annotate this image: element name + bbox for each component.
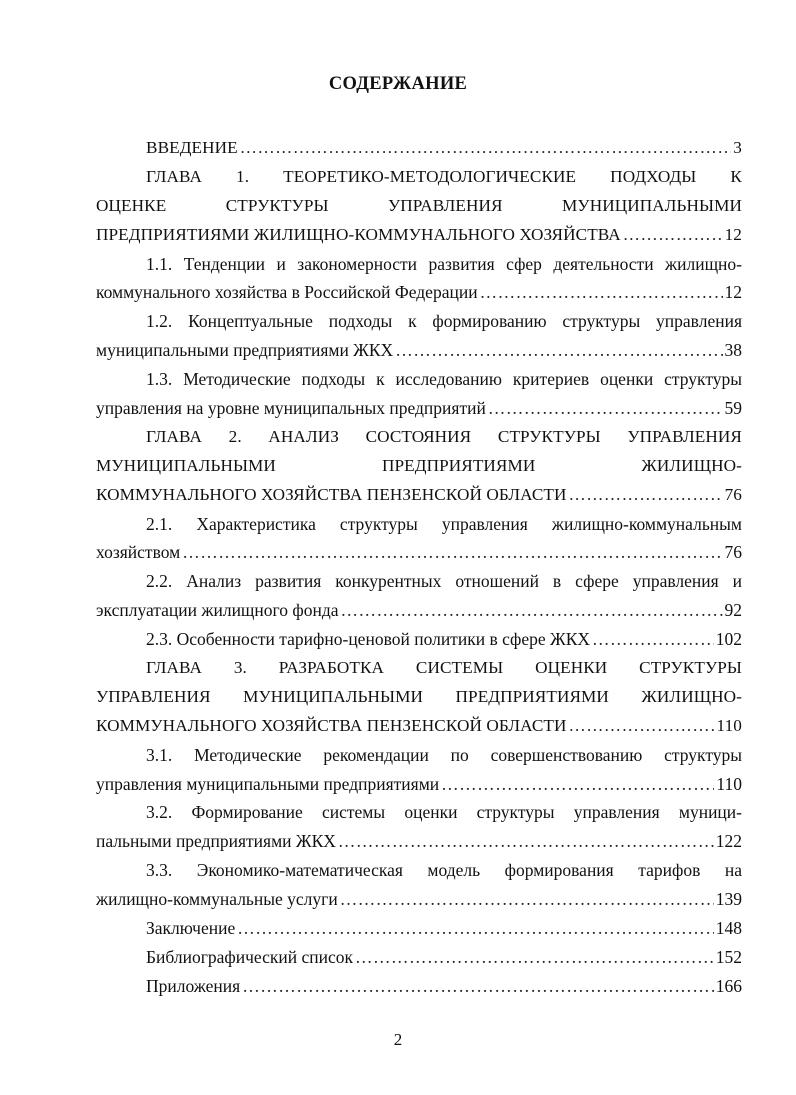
toc-line — [96, 741, 742, 770]
dot-leader — [240, 134, 732, 163]
dot-leader — [480, 278, 723, 307]
toc-entry-text: ОЦЕНКЕ СТРУКТУРЫ УПРАВЛЕНИЯ МУНИЦИПАЛЬНЫМИ — [96, 195, 742, 215]
toc-entry-text: жилищно-коммунальные услуги — [96, 889, 338, 910]
toc-line — [96, 192, 742, 221]
toc-page-number: 122 — [715, 831, 742, 852]
toc-entry-text: пальными предприятиями ЖКХ — [96, 831, 336, 852]
dot-leader — [569, 712, 715, 741]
toc-page-number: 3 — [733, 138, 742, 157]
dot-leader — [341, 596, 723, 625]
toc-page-number: 152 — [715, 946, 742, 967]
toc-page-number: 12 — [724, 224, 742, 244]
toc-entry[interactable] — [96, 250, 742, 308]
toc-line — [96, 712, 742, 741]
toc-line — [96, 885, 742, 914]
toc-entry-text: 3.3. Экономико-математическая модель формирования тарифов на — [146, 860, 742, 881]
toc-entry[interactable] — [96, 856, 742, 914]
toc-entry-text: управления муниципальными предприятиями — [96, 773, 440, 794]
dot-leader — [395, 336, 722, 365]
page-number: 2 — [393, 1030, 403, 1049]
toc-entry[interactable] — [96, 163, 742, 250]
toc-line — [96, 856, 742, 885]
toc-entry-text: ГЛАВА 2. АНАЛИЗ СОСТОЯНИЯ СТРУКТУРЫ УПРАВЛЕНИЯ — [146, 426, 742, 446]
dot-leader — [488, 394, 723, 423]
toc-line — [96, 798, 742, 827]
dot-leader — [569, 481, 723, 510]
toc-entry-text: 1.3. Методические подходы к исследованию критериев оценки структуры — [146, 369, 742, 390]
toc-entry-text: 2.1. Характеристика структуры управления жилищно-коммунальным — [146, 513, 742, 534]
toc-entry[interactable] — [96, 423, 742, 510]
toc-entry[interactable] — [96, 567, 742, 625]
toc-entry-text: 3.1. Методические рекомендации по совершенствованию структуры — [146, 744, 742, 765]
toc-entry[interactable] — [96, 972, 742, 1001]
toc-line — [96, 163, 742, 192]
dot-leader — [242, 972, 714, 1001]
toc-entry-text: УПРАВЛЕНИЯ МУНИЦИПАЛЬНЫМИ ПРЕДПРИЯТИЯМИ ЖИЛИЩНО- — [96, 686, 742, 706]
toc-page-number: 166 — [715, 975, 742, 996]
toc-page-number: 148 — [715, 918, 742, 939]
dot-leader — [592, 625, 714, 654]
toc-entry-text: МУНИЦИПАЛЬНЫМИ ПРЕДПРИЯТИЯМИ ЖИЛИЩНО- — [96, 455, 742, 475]
toc-entry-text: ПРЕДПРИЯТИЯМИ ЖИЛИЩНО-КОММУНАЛЬНОГО ХОЗЯЙСТВА — [96, 224, 621, 244]
toc-page-number: 102 — [715, 629, 742, 650]
dot-leader — [338, 827, 714, 856]
toc-entry[interactable] — [96, 654, 742, 741]
toc-entry-text: ГЛАВА 1. ТЕОРЕТИКО-МЕТОДОЛОГИЧЕСКИЕ ПОДХОДЫ К — [146, 166, 742, 186]
toc-entry-text: 2.2. Анализ развития конкурентных отношений в сфере управления и — [146, 571, 742, 592]
toc-entry-text: муниципальными предприятиями ЖКХ — [96, 340, 394, 361]
toc-line — [96, 278, 742, 307]
toc-line — [96, 510, 742, 539]
toc-entry-text: хозяйством — [96, 542, 181, 563]
toc-line — [96, 394, 742, 423]
toc-entry[interactable] — [96, 307, 742, 365]
toc-line — [96, 481, 742, 510]
toc-entry[interactable] — [96, 914, 742, 943]
toc-line — [96, 250, 742, 279]
toc-entry-text: Приложения — [146, 975, 241, 996]
toc-line — [96, 538, 742, 567]
toc-entry[interactable] — [96, 798, 742, 856]
toc-page-number: 110 — [716, 715, 742, 735]
toc-entry-text: Заключение — [146, 918, 236, 939]
toc-entry-text: 2.3. Особенности тарифно-ценовой политики в сфере ЖКХ — [146, 629, 591, 650]
toc-entry-text: КОММУНАЛЬНОГО ХОЗЯЙСТВА ПЕНЗЕНСКОЙ ОБЛАСТИ — [96, 715, 567, 735]
toc-line — [96, 914, 742, 943]
dot-leader — [441, 770, 714, 799]
toc-entry-text: КОММУНАЛЬНОГО ХОЗЯЙСТВА ПЕНЗЕНСКОЙ ОБЛАСТИ — [96, 484, 567, 504]
toc-entry[interactable] — [96, 365, 742, 423]
toc-entry-text: коммунального хозяйства в Российской Федерации — [96, 282, 478, 303]
dot-leader — [355, 943, 714, 972]
toc-line — [96, 307, 742, 336]
toc-line — [96, 625, 742, 654]
toc-page-number: 76 — [724, 542, 742, 563]
toc-page-number: 76 — [724, 484, 742, 504]
toc-entry-text: эксплуатации жилищного фонда — [96, 600, 339, 621]
toc-line — [96, 365, 742, 394]
dot-leader — [182, 538, 722, 567]
toc-entry-text: ВВЕДЕНИЕ — [146, 138, 238, 157]
toc-line — [96, 972, 742, 1001]
toc-page-number: 12 — [724, 282, 742, 303]
toc-page-number: 59 — [724, 398, 742, 419]
toc-line — [96, 770, 742, 799]
toc-line — [96, 683, 742, 712]
page-title: СОДЕРЖАНИЕ — [328, 74, 468, 94]
toc-line — [96, 596, 742, 625]
toc-page-number: 139 — [715, 889, 742, 910]
toc-entry-text: 3.2. Формирование системы оценки структуры управления муници- — [146, 802, 742, 823]
toc-line — [96, 827, 742, 856]
dot-leader — [623, 221, 723, 250]
toc-entry[interactable] — [96, 741, 742, 799]
dot-leader — [340, 885, 714, 914]
toc-entry-text: 1.2. Концептуальные подходы к формированию структуры управления — [146, 311, 742, 332]
toc-entry-text: ГЛАВА 3. РАЗРАБОТКА СИСТЕМЫ ОЦЕНКИ СТРУКТУРЫ — [146, 658, 742, 678]
table-of-contents — [96, 134, 742, 1001]
toc-entry-text: управления на уровне муниципальных предприятий — [96, 398, 486, 419]
toc-entry[interactable] — [96, 625, 742, 654]
toc-entry[interactable] — [96, 134, 742, 163]
toc-line — [96, 423, 742, 452]
toc-line — [96, 654, 742, 683]
toc-entry-text: Библиографический список — [146, 946, 354, 967]
toc-entry[interactable] — [96, 510, 742, 568]
dot-leader — [237, 914, 714, 943]
toc-line — [96, 134, 742, 163]
toc-line — [96, 452, 742, 481]
toc-line — [96, 221, 742, 250]
toc-page-number: 92 — [724, 600, 742, 621]
toc-entry[interactable] — [96, 943, 742, 972]
toc-line — [96, 567, 742, 596]
toc-page-number: 110 — [716, 773, 742, 794]
toc-page-number: 38 — [724, 340, 742, 361]
toc-entry-text: 1.1. Тенденции и закономерности развития сфер деятельности жилищно- — [146, 253, 742, 274]
toc-line — [96, 336, 742, 365]
toc-line — [96, 943, 742, 972]
